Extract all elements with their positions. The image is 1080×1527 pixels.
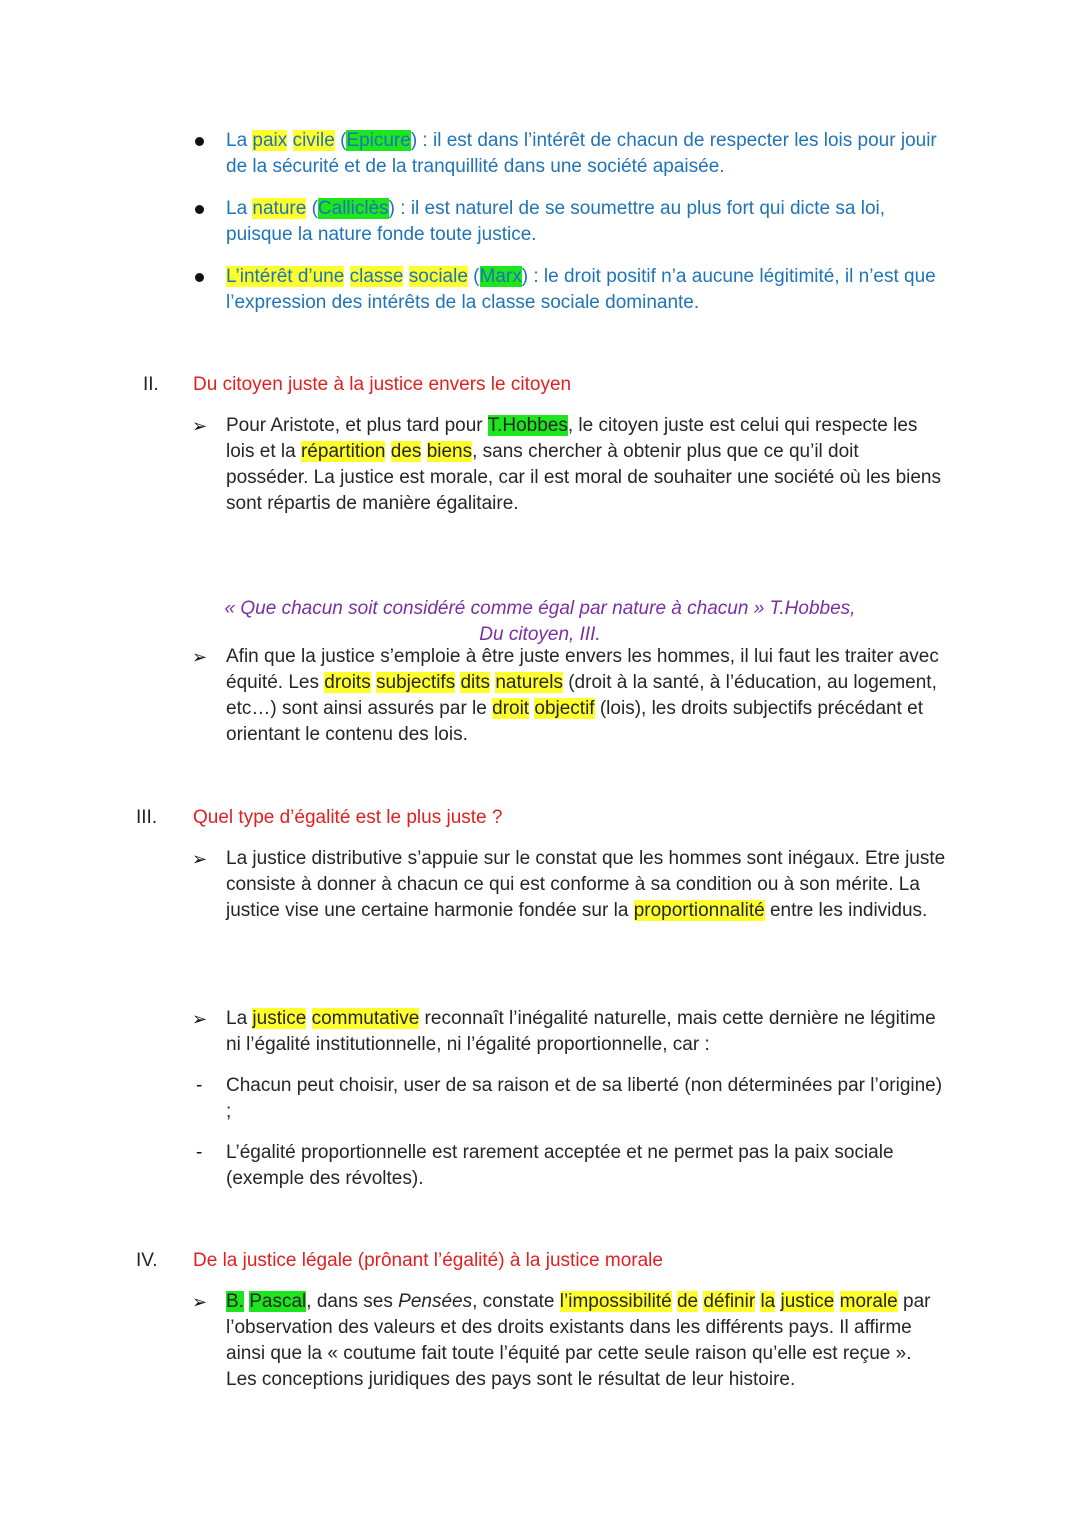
section-numeral: III.: [136, 807, 158, 828]
highlight-green: Epicure: [346, 130, 411, 151]
text-segment: [385, 441, 390, 462]
highlight-yellow: subjectifs: [376, 672, 456, 693]
highlight-yellow: morale: [839, 1291, 898, 1312]
text-segment: ) : il est naturel de se soumettre au plus fort qui dicte sa loi, puisque la nature fonde toute justice.: [226, 198, 886, 245]
bullet-icon: [195, 137, 204, 146]
text-segment: La justice distributive s’appuie sur le constat que les hommes sont inégaux. Etre juste consiste à donner à chacun ce qui est conforme à sa condition ou à son mérite. La justice vise une certaine harmonie fondée sur la: [226, 848, 946, 921]
highlight-yellow: de: [676, 1291, 699, 1312]
highlight-green: Pascal: [249, 1291, 307, 1312]
text-segment: L’égalité proportionnelle est rarement acceptée et ne permet pas la paix sociale (exemple des révoltes).: [226, 1142, 894, 1189]
arrow-bullet-icon: ➢: [192, 849, 208, 869]
highlight-yellow: proportionnalité: [633, 900, 765, 921]
bullet-item: [226, 264, 946, 316]
text-segment: , dans ses: [306, 1291, 399, 1312]
text-segment: La: [226, 130, 253, 151]
highlight-yellow: classe: [349, 266, 404, 287]
highlight-yellow: définir: [703, 1291, 756, 1312]
text-segment: Chacun peut choisir, user de sa raison et de sa liberté (non déterminées par l’origine) ;: [226, 1075, 943, 1122]
highlight-yellow: objectif: [534, 698, 595, 719]
section-heading: De la justice légale (prônant l’égalité) à la justice morale: [193, 1250, 663, 1271]
highlight-yellow: sociale: [408, 266, 468, 287]
text-segment: [287, 130, 292, 151]
text-segment: (: [334, 130, 347, 151]
bullet-item: [226, 128, 946, 180]
highlight-yellow: la: [760, 1291, 776, 1312]
bullet-item: [226, 196, 946, 248]
highlight-yellow: des: [390, 441, 422, 462]
text-segment: Pour Aristote, et plus tard pour: [226, 415, 488, 436]
highlight-yellow: l’impossibilité: [559, 1291, 672, 1312]
highlight-yellow: commutative: [311, 1008, 420, 1029]
highlight-yellow: biens: [426, 441, 473, 462]
paragraph: [226, 846, 946, 924]
highlight-yellow: dits: [460, 672, 491, 693]
paragraph: [226, 644, 946, 748]
text-segment: , sans chercher à obtenir plus que ce qu’il doit posséder. La justice est morale, car il est moral de souhaiter une société où les biens sont répartis de manière égalitaire.: [226, 441, 941, 514]
highlight-yellow: L’intérêt d’une: [226, 266, 345, 287]
arrow-bullet-icon: ➢: [192, 1292, 208, 1312]
quote-source: Du citoyen, III.: [479, 624, 601, 645]
text-segment: [403, 266, 408, 287]
highlight-yellow: droits: [324, 672, 371, 693]
section-heading: Du citoyen juste à la justice envers le citoyen: [193, 374, 572, 395]
highlight-green: Marx: [479, 266, 522, 287]
arrow-bullet-icon: ➢: [192, 416, 208, 436]
section-numeral: II.: [143, 374, 159, 395]
text-segment: [775, 1291, 780, 1312]
text-segment: (: [467, 266, 480, 287]
text-segment: (droit à la santé, à l’éducation, au logement, etc…) sont ainsi assurés par le: [226, 672, 937, 719]
highlight-yellow: naturels: [495, 672, 563, 693]
dash-bullet-icon: -: [196, 1142, 203, 1163]
highlight-green: Hobbes: [502, 415, 568, 436]
text-segment: (lois), les droits subjectifs précédant et orientant le contenu des lois.: [226, 698, 923, 745]
dash-item: [226, 1073, 946, 1125]
text-segment: [344, 266, 349, 287]
highlight-green: Calliclès: [317, 198, 389, 219]
highlight-yellow: nature: [252, 198, 307, 219]
text-segment: La: [226, 198, 253, 219]
arrow-bullet-icon: ➢: [192, 647, 208, 667]
text-segment: reconnaît l’inégalité naturelle, mais cette dernière ne légitime ni l’égalité institutionnelle, ni l’égalité proportionnelle, car :: [226, 1008, 936, 1055]
italic-title: Pensées: [398, 1291, 473, 1312]
highlight-green: B.: [226, 1291, 244, 1312]
text-segment: La: [226, 1008, 253, 1029]
text-segment: (: [306, 198, 318, 219]
highlight-yellow: droit: [492, 698, 530, 719]
highlight-green: T.: [487, 415, 503, 436]
highlight-yellow: civile: [292, 130, 335, 151]
text-segment: [421, 441, 426, 462]
arrow-bullet-icon: ➢: [192, 1009, 208, 1029]
highlight-yellow: justice: [252, 1008, 307, 1029]
section-numeral: IV.: [136, 1250, 158, 1271]
highlight-yellow: répartition: [300, 441, 386, 462]
text-segment: [306, 1008, 311, 1029]
text-segment: par l’observation des valeurs et des droits existants dans les différents pays. Il affirme ainsi que la « coutume fait toute l’équité par cette seule raison qu’elle est reçue ». Les conceptions juridiques des pays sont le résultat de leur histoire.: [226, 1291, 931, 1390]
text-segment: ) : le droit positif n’a aucune légitimité, il n’est que l’expression des intérêts de la classe sociale dominante.: [226, 266, 936, 313]
bullet-icon: [195, 273, 204, 282]
dash-bullet-icon: -: [196, 1075, 203, 1096]
bullet-icon: [195, 205, 204, 214]
highlight-yellow: paix: [252, 130, 288, 151]
highlight-yellow: justice: [780, 1291, 835, 1312]
paragraph: [226, 1289, 946, 1393]
text-segment: ) : il est dans l’intérêt de chacun de respecter les lois pour jouir de la sécurité et de la tranquillité dans une société apaisée.: [226, 130, 937, 177]
section-heading: Quel type d’égalité est le plus juste ?: [193, 807, 503, 828]
dash-item: [226, 1140, 946, 1192]
text-segment: , constate: [472, 1291, 560, 1312]
text-segment: entre les individus.: [764, 900, 928, 921]
paragraph: [226, 413, 946, 517]
text-segment: [834, 1291, 839, 1312]
quote-line: « Que chacun soit considéré comme égal par nature à chacun » T.Hobbes,: [224, 598, 856, 619]
paragraph: [226, 1006, 946, 1058]
text-segment: Afin que la justice s’emploie à être juste envers les hommes, il lui faut les traiter avec équité. Les: [226, 646, 939, 693]
text-segment: , le citoyen juste est celui qui respecte les lois et la: [226, 415, 918, 462]
